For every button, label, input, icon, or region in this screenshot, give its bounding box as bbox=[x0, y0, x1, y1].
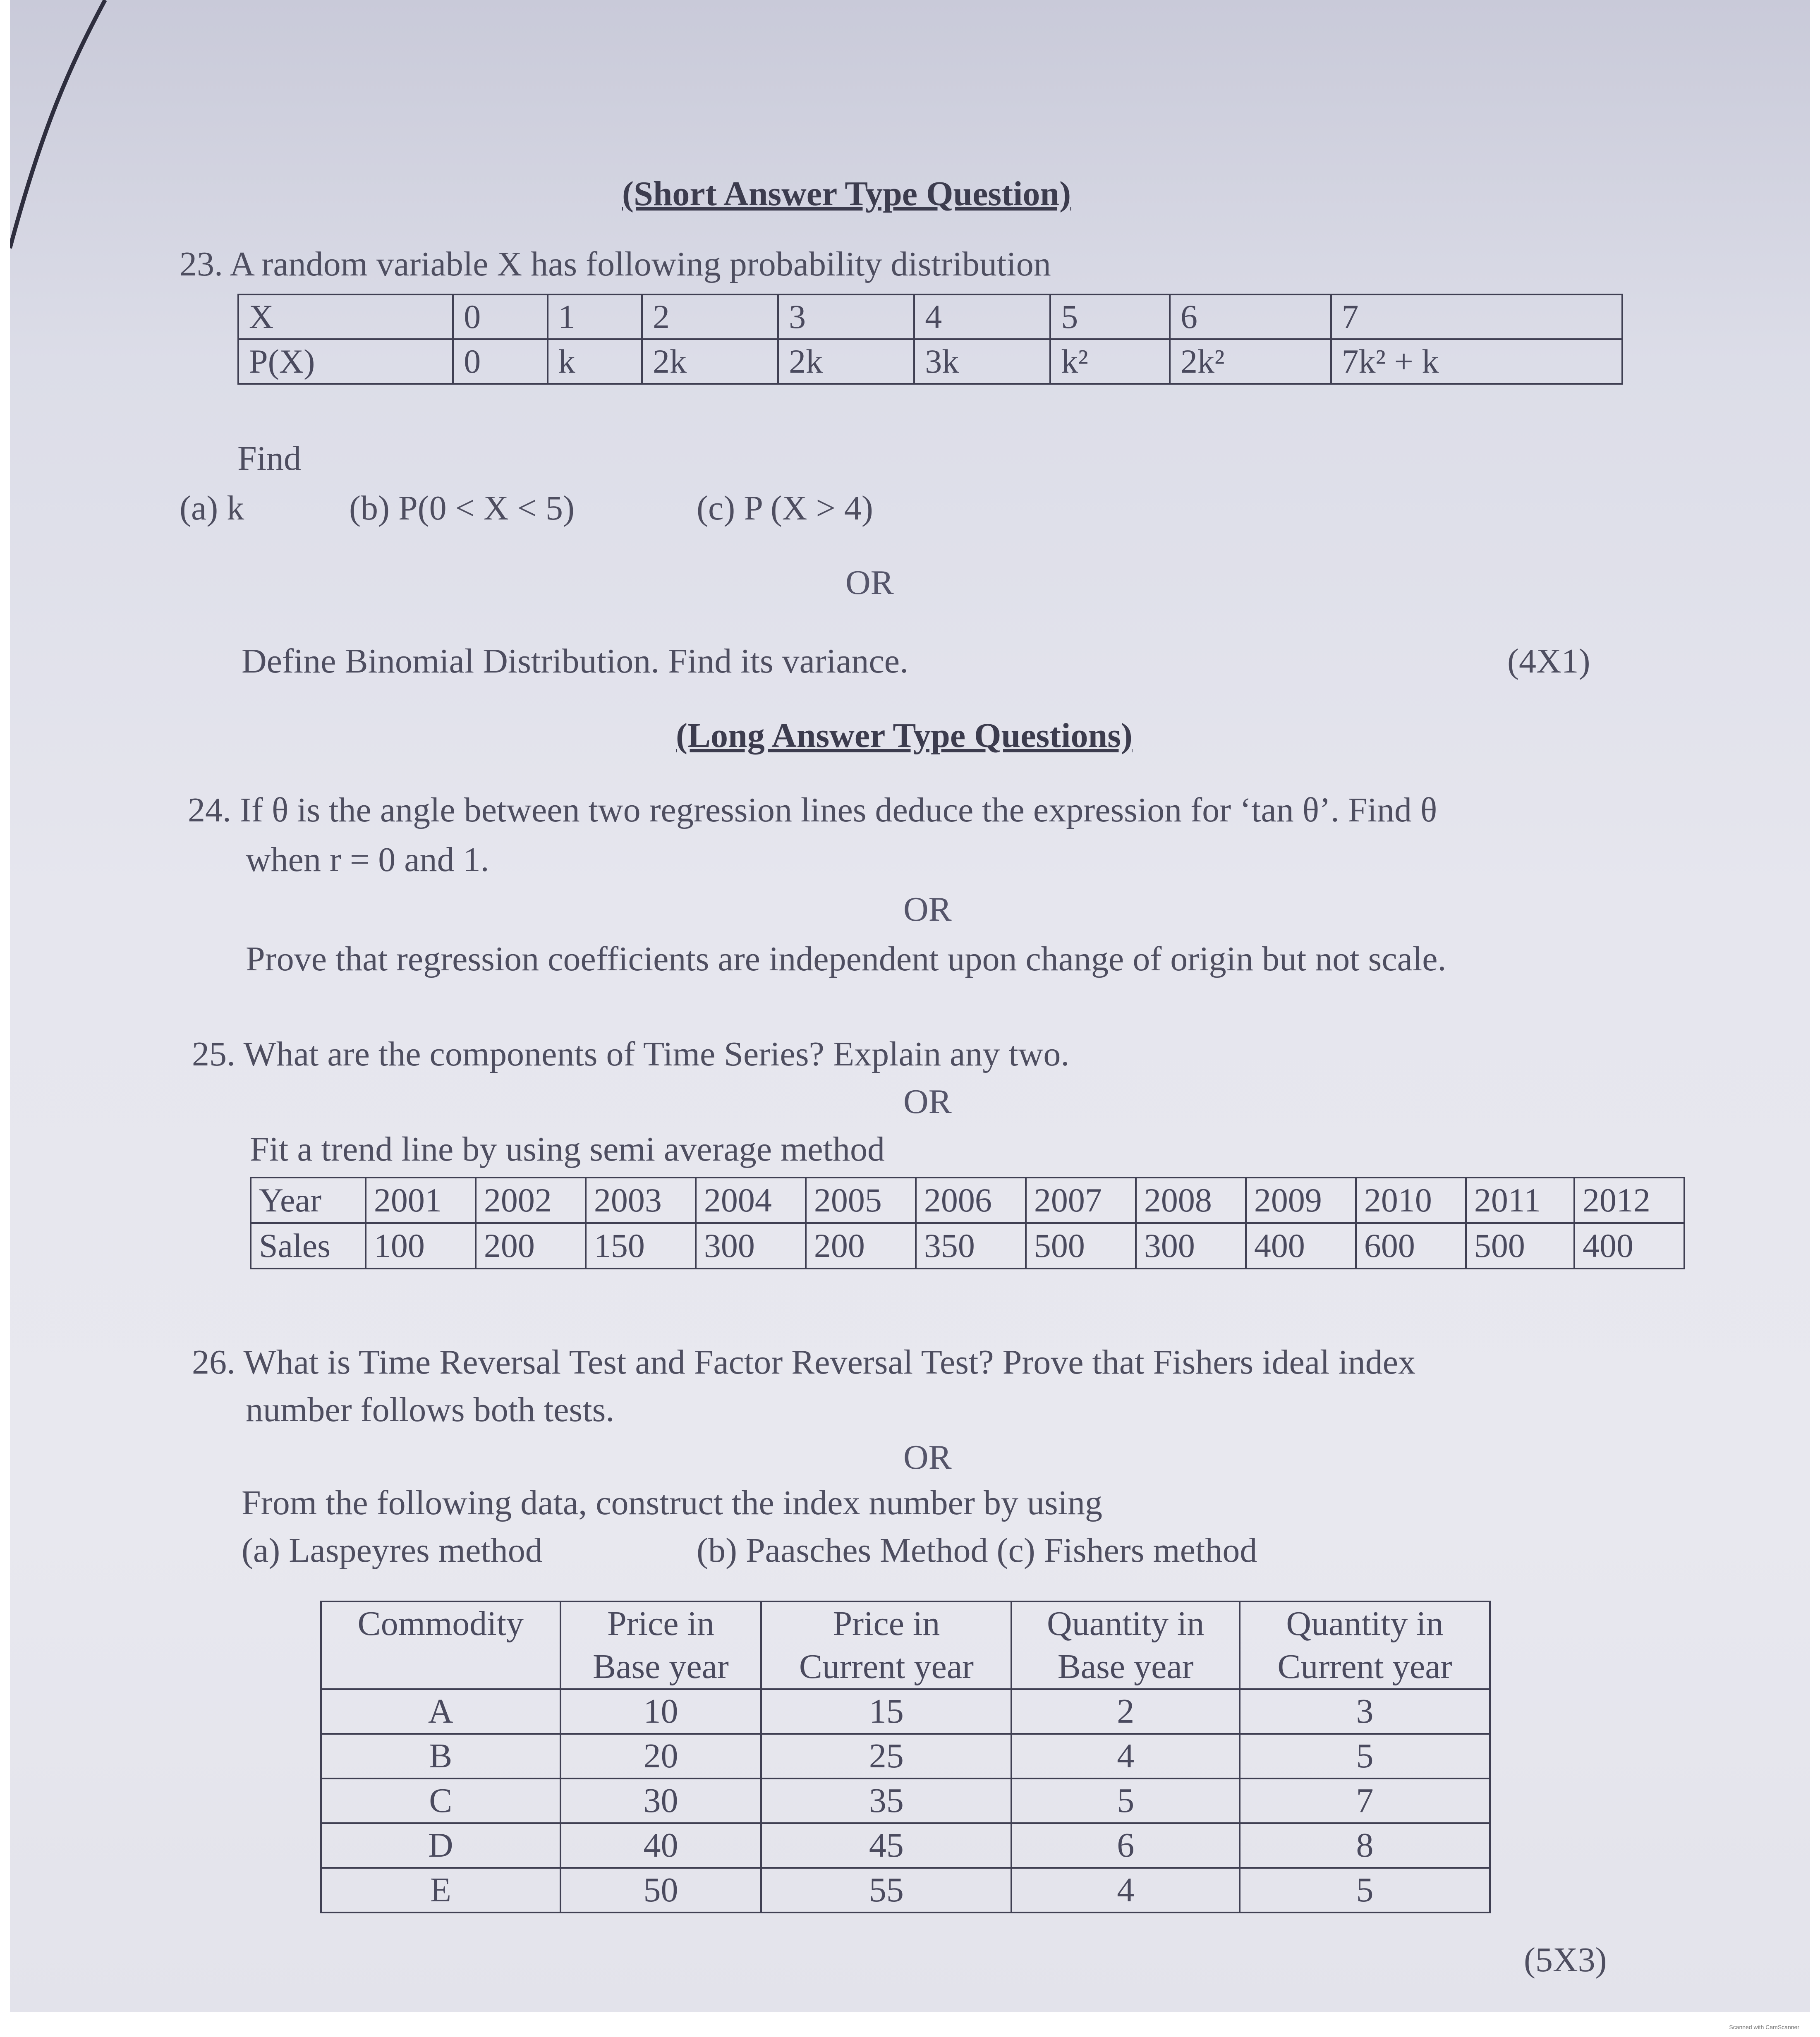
table-cell: 6 bbox=[1011, 1823, 1240, 1868]
table-cell: 200 bbox=[476, 1223, 586, 1269]
q23-part-a: (a) k bbox=[180, 489, 244, 527]
q26-index-table bbox=[320, 1601, 1491, 1913]
table-cell: 500 bbox=[1026, 1223, 1136, 1269]
q23-part-c: (c) P (X > 4) bbox=[697, 489, 873, 527]
table-row bbox=[321, 1778, 1490, 1823]
table-cell: 2k² bbox=[1170, 339, 1331, 384]
table-cell: 25 bbox=[761, 1734, 1011, 1778]
header-cell: Price in Base year bbox=[560, 1601, 762, 1689]
q25-alternative: Fit a trend line by using semi average method bbox=[250, 1130, 885, 1168]
header-cell: Commodity bbox=[321, 1601, 560, 1689]
q23-marks: (4X1) bbox=[1507, 642, 1590, 680]
table-cell: 2005 bbox=[806, 1178, 916, 1223]
table-cell: 5 bbox=[1240, 1734, 1490, 1778]
table-cell: 3 bbox=[1240, 1689, 1490, 1734]
q25-or: OR bbox=[903, 1082, 952, 1121]
table-cell: 0 bbox=[453, 339, 547, 384]
q26-alternative: From the following data, construct the index number by using bbox=[242, 1484, 1102, 1522]
table-cell: 50 bbox=[560, 1868, 762, 1913]
q23-text: 23. A random variable X has following probability distribution bbox=[180, 245, 1051, 283]
table-cell: Sales bbox=[251, 1223, 366, 1269]
table-row bbox=[251, 1223, 1684, 1269]
table-cell: k bbox=[548, 339, 642, 384]
table-cell: 45 bbox=[761, 1823, 1011, 1868]
table-row bbox=[321, 1868, 1490, 1913]
table-cell: C bbox=[321, 1778, 560, 1823]
table-cell: 35 bbox=[761, 1778, 1011, 1823]
table-cell: 2k bbox=[642, 339, 778, 384]
table-cell: Year bbox=[251, 1178, 366, 1223]
section-heading-short: (Short Answer Type Question) bbox=[622, 175, 1071, 213]
table-cell: 2003 bbox=[586, 1178, 696, 1223]
q26-method-a: (a) Laspeyres method bbox=[242, 1531, 543, 1570]
table-row bbox=[321, 1689, 1490, 1734]
q23-probability-table bbox=[237, 294, 1623, 385]
table-row bbox=[238, 294, 1622, 339]
table-row bbox=[321, 1734, 1490, 1778]
exam-sheet bbox=[10, 0, 1810, 2012]
table-cell: 350 bbox=[916, 1223, 1026, 1269]
table-cell: B bbox=[321, 1734, 560, 1778]
table-cell: 2006 bbox=[916, 1178, 1026, 1223]
q26-line1: 26. What is Time Reversal Test and Factor Reversal Test? Prove that Fishers ideal index bbox=[192, 1343, 1416, 1381]
table-cell: 2012 bbox=[1574, 1178, 1684, 1223]
table-cell: 2008 bbox=[1136, 1178, 1246, 1223]
table-cell: 7 bbox=[1331, 294, 1622, 339]
table-cell: 7 bbox=[1240, 1778, 1490, 1823]
table-cell: D bbox=[321, 1823, 560, 1868]
table-cell: 5 bbox=[1011, 1778, 1240, 1823]
paper-fold-line bbox=[10, 0, 134, 290]
q24-line2: when r = 0 and 1. bbox=[246, 840, 489, 879]
table-cell: k² bbox=[1050, 339, 1170, 384]
table-cell: 2002 bbox=[476, 1178, 586, 1223]
table-cell: 300 bbox=[1136, 1223, 1246, 1269]
table-cell: 150 bbox=[586, 1223, 696, 1269]
table-cell: 2001 bbox=[366, 1178, 476, 1223]
table-cell: 400 bbox=[1574, 1223, 1684, 1269]
table-cell: 200 bbox=[806, 1223, 916, 1269]
q25-text: 25. What are the components of Time Series? Explain any two. bbox=[192, 1035, 1070, 1073]
table-cell: 2k bbox=[778, 339, 914, 384]
q25-sales-table bbox=[250, 1177, 1685, 1269]
table-cell: 400 bbox=[1246, 1223, 1356, 1269]
table-cell: 2004 bbox=[696, 1178, 806, 1223]
table-row bbox=[251, 1178, 1684, 1223]
table-cell: 2007 bbox=[1026, 1178, 1136, 1223]
table-cell: 2 bbox=[642, 294, 778, 339]
table-cell: 3 bbox=[778, 294, 914, 339]
table-cell: 15 bbox=[761, 1689, 1011, 1734]
q23-find-label: Find bbox=[237, 439, 302, 478]
table-cell: 2010 bbox=[1356, 1178, 1466, 1223]
table-cell: E bbox=[321, 1868, 560, 1913]
table-cell: 7k² + k bbox=[1331, 339, 1622, 384]
table-header-row bbox=[321, 1601, 1490, 1689]
table-cell: 8 bbox=[1240, 1823, 1490, 1868]
table-cell: 100 bbox=[366, 1223, 476, 1269]
table-cell: 4 bbox=[914, 294, 1050, 339]
table-cell: X bbox=[238, 294, 453, 339]
header-cell: Price in Current year bbox=[761, 1601, 1011, 1689]
table-cell: 2 bbox=[1011, 1689, 1240, 1734]
table-cell: 4 bbox=[1011, 1734, 1240, 1778]
table-cell: 30 bbox=[560, 1778, 762, 1823]
q24-alternative: Prove that regression coefficients are independent upon change of origin but not scale. bbox=[246, 940, 1446, 978]
q23-alternative: Define Binomial Distribution. Find its variance. bbox=[242, 642, 909, 680]
q26-method-bc: (b) Paasches Method (c) Fishers method bbox=[697, 1531, 1257, 1570]
scanner-watermark: Scanned with CamScanner bbox=[1729, 2024, 1799, 2030]
table-cell: 6 bbox=[1170, 294, 1331, 339]
table-cell: 40 bbox=[560, 1823, 762, 1868]
table-cell: 300 bbox=[696, 1223, 806, 1269]
table-cell: A bbox=[321, 1689, 560, 1734]
header-cell: Quantity in Base year bbox=[1011, 1601, 1240, 1689]
table-cell: 10 bbox=[560, 1689, 762, 1734]
table-cell: 600 bbox=[1356, 1223, 1466, 1269]
table-row bbox=[238, 339, 1622, 384]
table-cell: 500 bbox=[1466, 1223, 1574, 1269]
q24-or: OR bbox=[903, 890, 952, 929]
section-heading-long: (Long Answer Type Questions) bbox=[676, 716, 1133, 755]
q23-part-b: (b) P(0 < X < 5) bbox=[349, 489, 575, 527]
table-cell: 4 bbox=[1011, 1868, 1240, 1913]
table-cell: P(X) bbox=[238, 339, 453, 384]
q26-or: OR bbox=[903, 1438, 952, 1477]
q23-or: OR bbox=[845, 563, 894, 602]
q24-line1: 24. If θ is the angle between two regression lines deduce the expression for ‘tan θ’. Find θ bbox=[188, 791, 1437, 829]
table-cell: 2009 bbox=[1246, 1178, 1356, 1223]
table-cell: 2011 bbox=[1466, 1178, 1574, 1223]
table-cell: 5 bbox=[1240, 1868, 1490, 1913]
header-cell: Quantity in Current year bbox=[1240, 1601, 1490, 1689]
table-cell: 1 bbox=[548, 294, 642, 339]
table-cell: 0 bbox=[453, 294, 547, 339]
q26-line2: number follows both tests. bbox=[246, 1391, 615, 1429]
table-cell: 20 bbox=[560, 1734, 762, 1778]
table-cell: 55 bbox=[761, 1868, 1011, 1913]
table-row bbox=[321, 1823, 1490, 1868]
table-cell: 3k bbox=[914, 339, 1050, 384]
table-cell: 5 bbox=[1050, 294, 1170, 339]
q26-marks: (5X3) bbox=[1524, 1941, 1607, 1979]
